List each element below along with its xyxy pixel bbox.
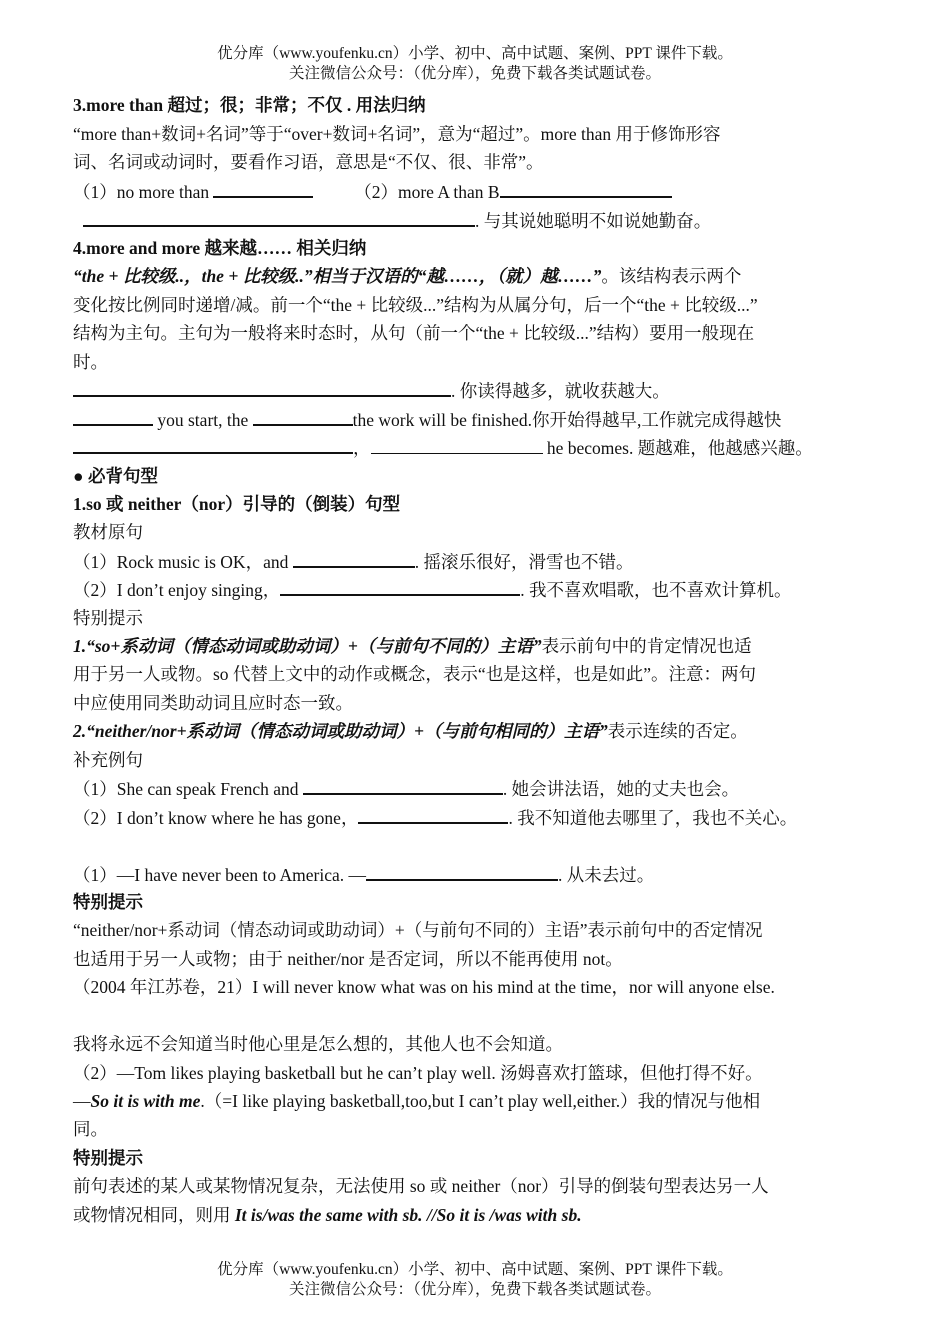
tip-1-line-2: 用于另一人或物。so 代替上文中的动作或概念，表示“也是这样，也是如此”。注意：两句 [73, 664, 756, 684]
sentence-text: （1）—I have never been to America. — [73, 865, 367, 885]
example-3-text: he becomes. 题越难，他越感兴趣。 [542, 438, 813, 458]
answer-blank[interactable] [213, 179, 313, 198]
sentence-translation: . 从未去过。 [558, 865, 655, 885]
section-4-example-3 [73, 435, 813, 460]
special-tip-label: 特别提示 [73, 608, 143, 628]
answer-blank[interactable] [253, 407, 353, 426]
special-tip-label-2: 特别提示 [73, 892, 143, 912]
pattern-1-title: 1.so 或 neither（nor）引导的（倒装）句型 [73, 494, 401, 514]
exam-example-translation: 我将永远不会知道当时他心里是怎么想的，其他人也不会知道。 [73, 1034, 563, 1054]
tip-1-text: 表示前句中的肯定情况也适 [541, 636, 752, 656]
section-4-title: 4.more and more 越来越…… 相关归纳 [73, 238, 367, 258]
tip-1-line-1 [73, 634, 752, 658]
sentence-text: （1）Rock music is OK，and [73, 552, 293, 572]
structure-text: 。该结构表示两个 [601, 266, 742, 286]
reply-dash: — [73, 1091, 91, 1111]
sentence-translation: . 我不知道他去哪里了，我也不关心。 [508, 808, 798, 828]
answer-blank[interactable] [371, 436, 543, 454]
textbook-sentence-1 [73, 549, 633, 574]
neither-tip-line-1: “neither/nor+系动词（情态动词或助动词）+（与前句不同的）主语”表示前句中的否定情况 [73, 920, 763, 940]
sentence-translation: . 她会讲法语，她的丈夫也会。 [502, 779, 740, 799]
page-footer [0, 1260, 950, 1300]
sentence-text: （2）I don’t know where he has gone， [73, 808, 359, 828]
textbook-sentence-2 [73, 577, 792, 602]
answer-blank[interactable] [293, 549, 415, 568]
complex-case-structure: It is/was the same with sb. //So it is /was with sb. [234, 1205, 582, 1225]
section-4-text-4: 时。 [73, 352, 108, 372]
footer-line-2: 关注微信公众号：（优分库），免费下载各类试题试卷。 [288, 1281, 661, 1298]
page-header [0, 44, 950, 84]
section-4-example-1 [73, 378, 670, 403]
supplementary-example-1 [73, 776, 739, 801]
answer-blank[interactable] [500, 179, 672, 198]
answer-blank[interactable] [83, 208, 475, 227]
answer-blank[interactable] [73, 407, 153, 426]
complex-case-text: 或物情况相同，则用 [73, 1205, 235, 1225]
dialogue-example-2: （2）—Tom likes playing basketball but he can’t play well. 汤姆喜欢打篮球，但他打得不好。 [73, 1063, 763, 1083]
complex-case-line-2 [73, 1203, 582, 1227]
reply-text: .（=I like playing basketball,too,but I can’t play well,either.）我的情况与他相 [200, 1091, 761, 1111]
answer-blank[interactable] [358, 805, 508, 824]
dialogue-example-1 [73, 862, 654, 887]
neither-tip-line-2: 也适用于另一人或物；由于 neither/nor 是否定词，所以不能再使用 not。 [73, 949, 623, 969]
question-2-label: （2）more A than B [354, 182, 500, 202]
tip-2-text: 表示连续的否定。 [607, 721, 748, 741]
dialogue-example-2-reply-end: 同。 [73, 1119, 108, 1139]
section-3-text-2: 词、名词或动词时，要看作习语，意思是“不仅、很、非常”。 [73, 152, 544, 172]
answer-blank[interactable] [73, 378, 451, 397]
section-3-question-3 [73, 208, 711, 233]
tip-1-structure: 1.“so+系动词（情态动词或助动词）+（与前句不同的）主语” [73, 636, 542, 656]
dialogue-example-2-reply [73, 1089, 760, 1113]
structure-highlight: “the + 比较级..，the + 比较级..”相当于汉语的“越……，（就）越……” [73, 266, 602, 286]
example-2-text-b: the work will be finished.你开始得越早,工作就完成得越快 [352, 410, 782, 430]
complex-case-line-1: 前句表述的某人或某物情况复杂，无法使用 so 或 neither（nor）引导的倒装句型表达另一人 [73, 1176, 769, 1196]
section-4-example-2 [73, 407, 781, 432]
special-tip-label-3: 特别提示 [73, 1148, 143, 1168]
question-1-label: （1）no more than [73, 182, 210, 202]
must-recite-title: ● 必背句型 [73, 466, 158, 486]
section-4-text-1 [73, 264, 741, 288]
reply-highlight: So it is with me [90, 1091, 201, 1111]
answer-blank[interactable] [73, 435, 353, 454]
section-4-text-2: 变化按比例同时递增/减。前一个“the + 比较级...”结构为从属分句，后一个“the + 比较级...” [73, 295, 758, 315]
header-line-1: 优分库（www.youfenku.cn）小学、初中、高中试题、案例、PPT 课件下载。 [217, 45, 733, 62]
supplementary-examples-label: 补充例句 [73, 750, 143, 770]
section-3-questions [73, 179, 672, 204]
answer-blank[interactable] [280, 577, 520, 596]
sentence-translation: . 我不喜欢唱歌，也不喜欢计算机。 [520, 580, 792, 600]
sentence-text: （2）I don’t enjoy singing， [73, 580, 281, 600]
question-3-text: . 与其说她聪明不如说她勤奋。 [475, 211, 712, 231]
header-line-2: 关注微信公众号：（优分库），免费下载各类试题试卷。 [288, 65, 661, 82]
tip-2-structure: 2.“neither/nor+系动词（情态动词或助动词）+（与前句相同的）主语” [73, 721, 608, 741]
tip-2-line [73, 719, 748, 743]
section-4-text-3: 结构为主句。主句为一般将来时态时，从句（前一个“the + 比较级...”结构）要用一般现在 [73, 323, 755, 343]
answer-blank[interactable] [366, 862, 558, 881]
sentence-translation: . 摇滚乐很好，滑雪也不错。 [414, 552, 634, 572]
example-1-text: . 你读得越多，就收获越大。 [451, 381, 670, 401]
example-3-comma: ， [353, 438, 371, 458]
answer-blank[interactable] [303, 776, 503, 795]
textbook-sentences-label: 教材原句 [73, 522, 143, 542]
section-3-text-1: “more than+数词+名词”等于“over+数词+名词”，意为“超过”。more than 用于修饰形容 [73, 124, 721, 144]
exam-example-sentence: （2004 年江苏卷，21）I will never know what was on his mind at the time，nor will anyone else. [73, 977, 775, 997]
section-3-title: 3.more than 超过；很；非常；不仅 . 用法归纳 [73, 95, 426, 115]
tip-1-line-3: 中应使用同类助动词且应时态一致。 [73, 693, 353, 713]
example-2-text-a: you start, the [153, 410, 253, 430]
supplementary-example-2 [73, 805, 797, 830]
sentence-text: （1）She can speak French and [73, 779, 303, 799]
footer-line-1: 优分库（www.youfenku.cn）小学、初中、高中试题、案例、PPT 课件下载。 [217, 1261, 733, 1278]
